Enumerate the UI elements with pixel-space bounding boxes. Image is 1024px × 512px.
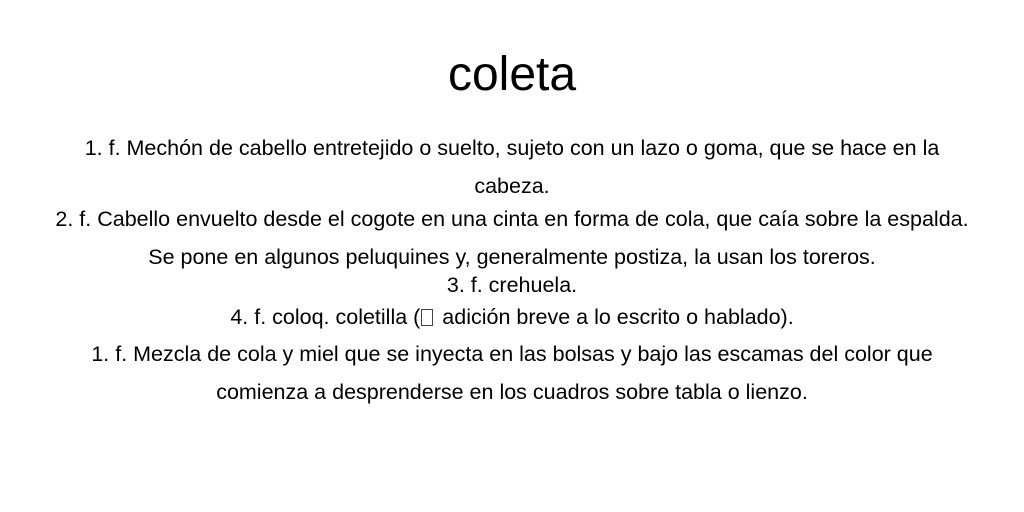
definition-prefix: 4. f. coloq. coletilla ( [230,305,421,329]
definition-item [62,300,962,334]
entry-title: coleta [447,48,577,101]
missing-glyph-icon [421,309,433,326]
definition-suffix: adición breve a lo escrito o hablado). [436,305,794,329]
definition-item: 3. f. crehuela. [446,273,578,297]
definition-item: 1. f. Mezcla de cola y miel que se inyecta en las bolsas y bajo las escamas del color que comienza a desprenderse en los cuadros sobre tabla o lienzo. [91,342,933,404]
definition-item: 2. f. Cabello envuelto desde el cogote en una cinta en forma de cola, que caía sobre la espalda. Se pone en algunos peluquines y, generalmente postiza, la usan los toreros. [55,207,969,269]
definitions-list [0,129,1024,411]
definition-item: 1. f. Mechón de cabello entretejido o suelto, sujeto con un lazo o goma, que se hace en la cabeza. [84,136,940,198]
